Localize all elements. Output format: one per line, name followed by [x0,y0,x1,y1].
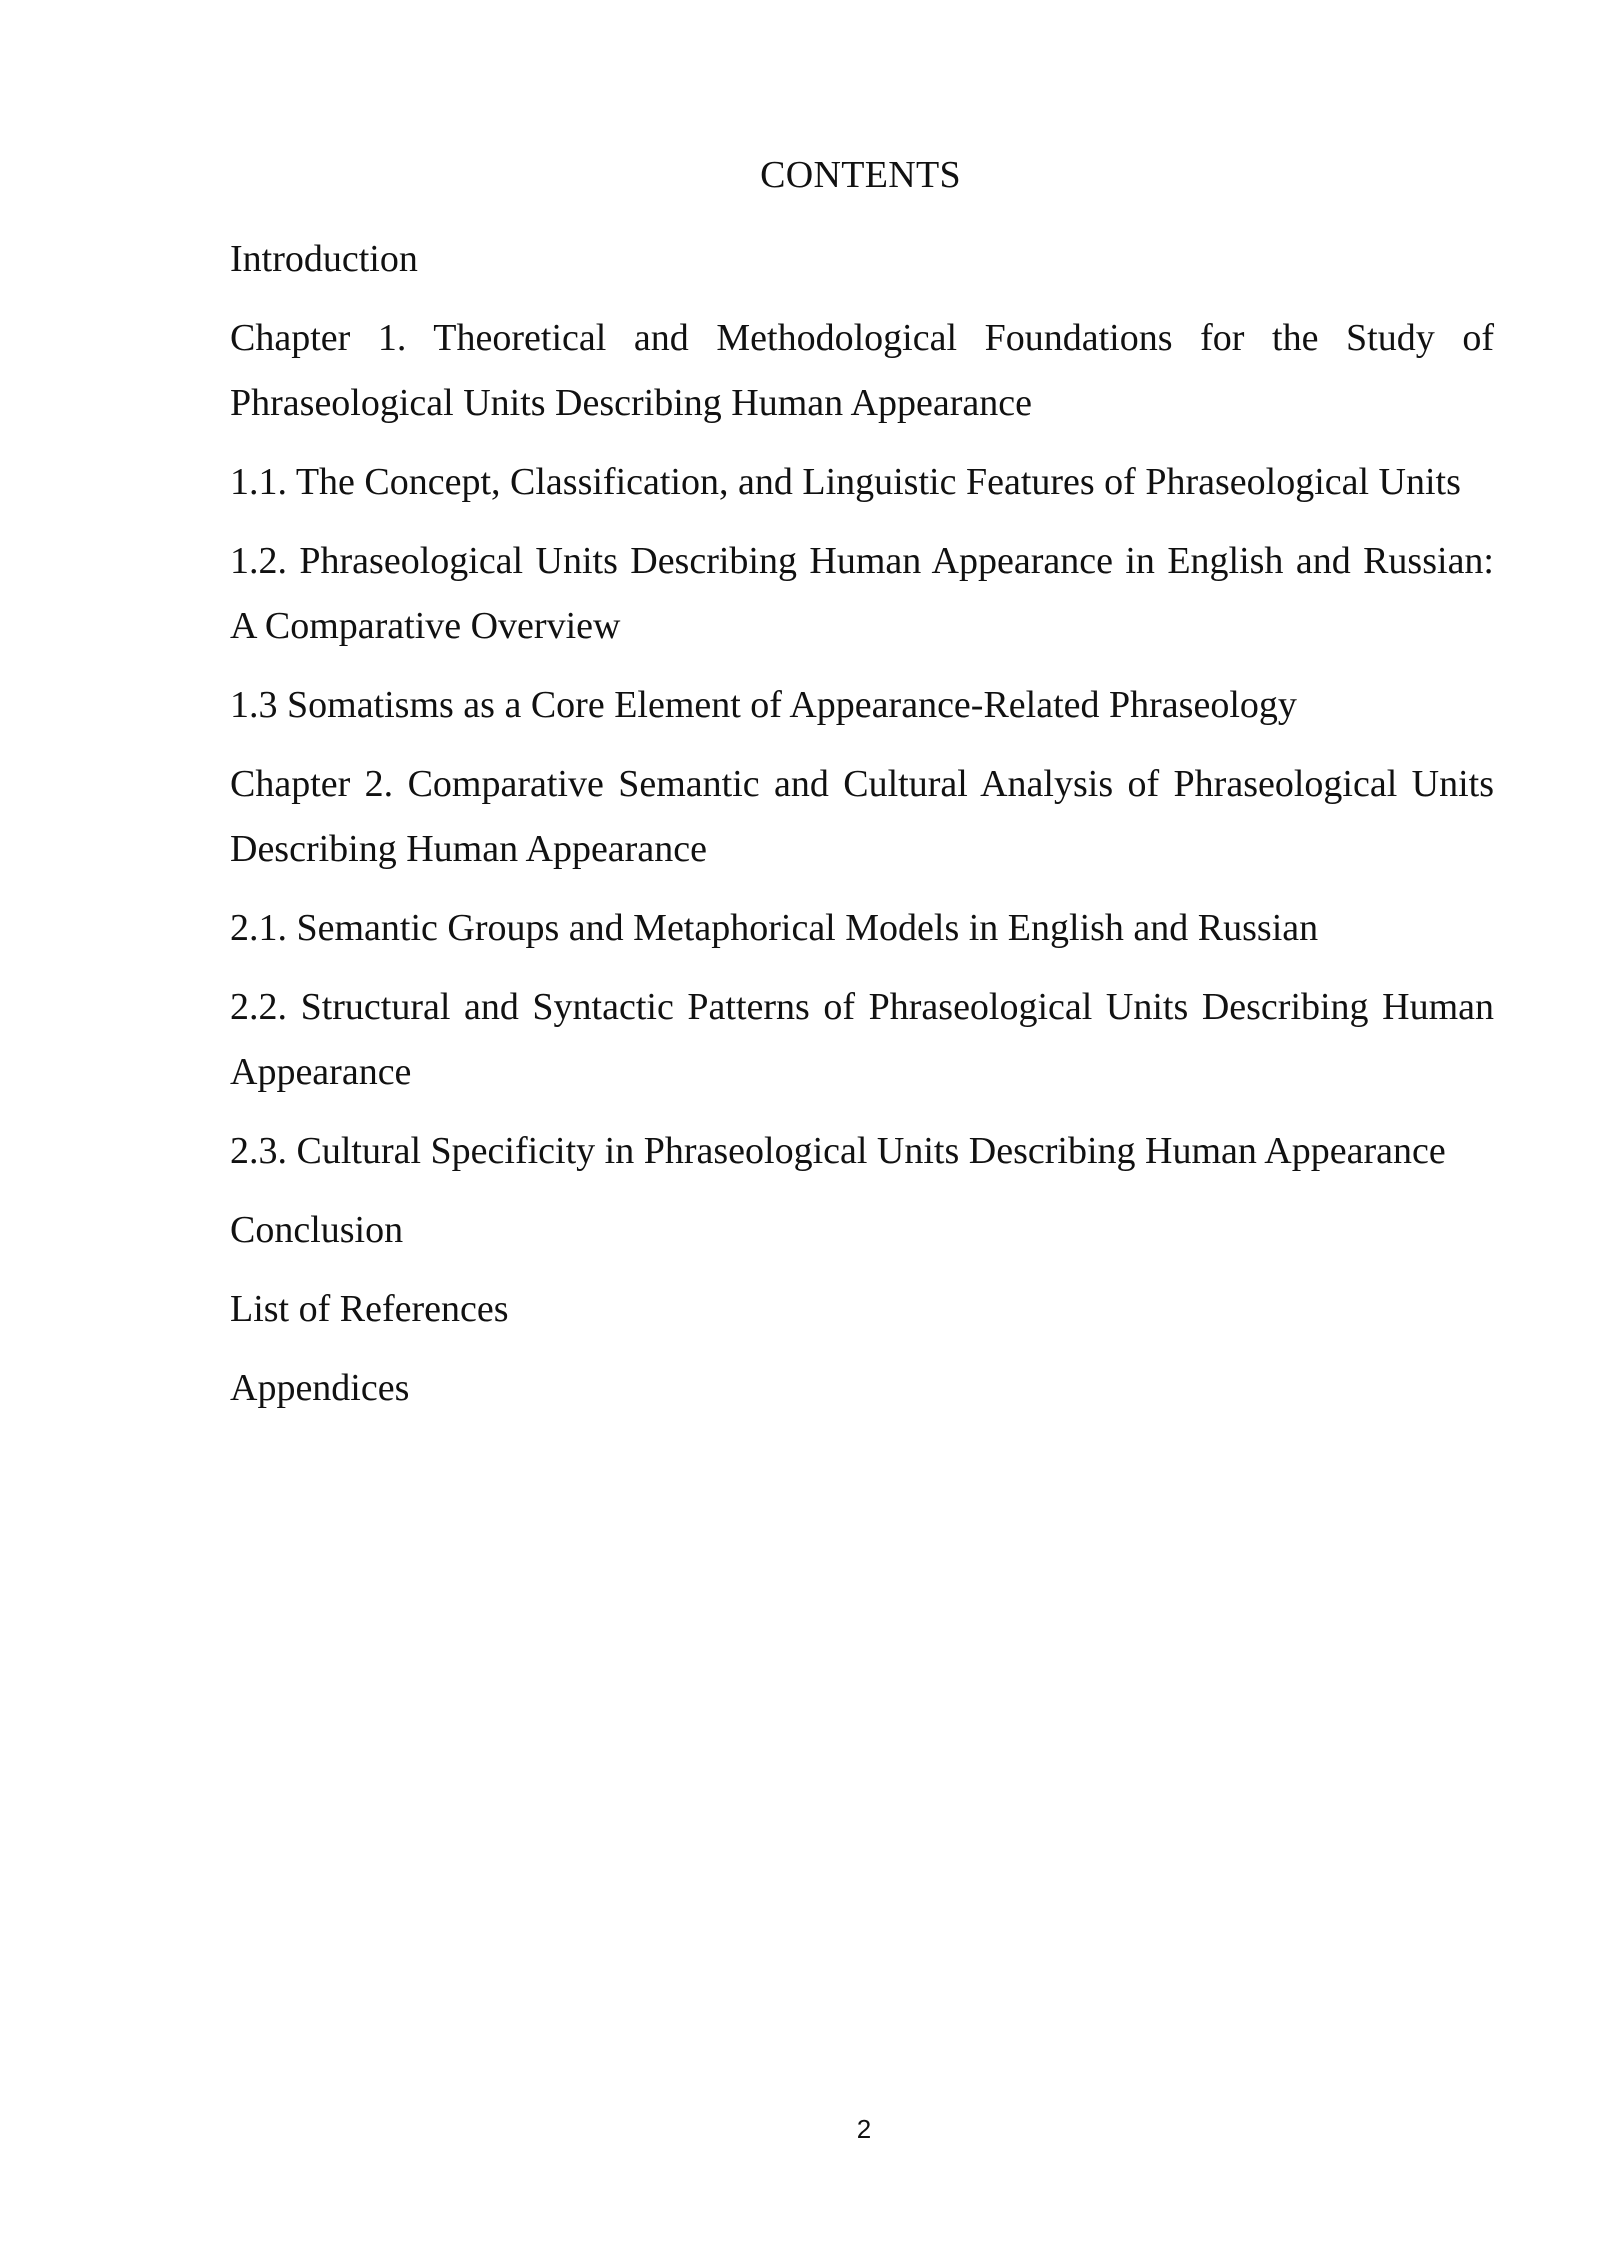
toc-entry-conclusion: Conclusion [230,1209,404,1251]
contents-title: CONTENTS [760,154,961,196]
table-of-contents [230,227,1494,1435]
toc-entry-chapter-1: Chapter 1. Theoretical and Methodological Foundations for the Study of Phraseological Units Describing Human Appearance [230,317,1494,424]
toc-entry-chapter-2: Chapter 2. Comparative Semantic and Cultural Analysis of Phraseological Units Describing Human Appearance [230,763,1494,870]
toc-entry-references: List of References [230,1288,509,1330]
toc-entry-section-1-2: 1.2. Phraseological Units Describing Human Appearance in English and Russian: A Comparative Overview [230,540,1494,647]
toc-entry-section-2-1: 2.1. Semantic Groups and Metaphorical Models in English and Russian [230,907,1319,949]
toc-entry-section-1-3: 1.3 Somatisms as a Core Element of Appearance-Related Phraseology [230,684,1297,726]
toc-entry-appendices: Appendices [230,1367,410,1409]
toc-entry-section-2-2: 2.2. Structural and Syntactic Patterns of Phraseological Units Describing Human Appearance [230,986,1494,1093]
toc-entry-introduction: Introduction [230,238,418,280]
page-number: 2 [856,2114,872,2144]
toc-entry-section-2-3: 2.3. Cultural Specificity in Phraseological Units Describing Human Appearance [230,1130,1446,1172]
toc-entry-section-1-1: 1.1. The Concept, Classification, and Linguistic Features of Phraseological Units [230,461,1461,503]
